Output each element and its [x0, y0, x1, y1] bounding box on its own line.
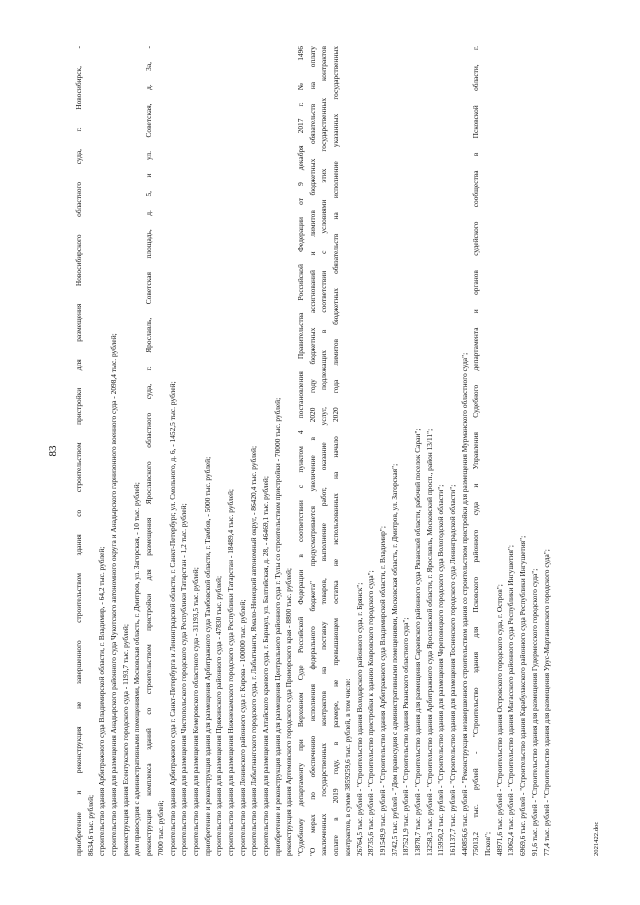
text-line: строительство здания для размещения Чистопольского городского суда Республики Татарстан - 1,2 тыс. рублей; — [179, 503, 189, 856]
text-line: 7000 тыс. рублей; — [155, 800, 165, 856]
text-line: оплате в 2019 году, в размере, не превышающем остатка не использованных на начало 2020 года лимитов бюджетных обязательств на исполнение указанных государственных — [331, 46, 341, 856]
text-line: 8634,6 тыс. рублей; — [85, 794, 95, 856]
text-line: приобретение и реконструкция здания для размещения Центрального районного суда г. Тулы со строительством пристройки - 70000 тыс. рублей; — [272, 397, 282, 856]
text-line: 13258,3 тыс. рублей - "Строительство здания Арбитражного суда Ярославской области, г. Ярославль, Московский просп., район 13/11"; — [424, 428, 434, 856]
text-line: контрактов, в сумме 3859259,6 тыс. рублей, в том числе: — [342, 678, 352, 856]
text-line: строительство здания для размещения Анадырского районного суда Чукотского автономного округа и Анадырского гарнизонного военного суда - 2098,4 тыс. рублей; — [109, 333, 119, 856]
text-line: 115950,2 тыс. рублей - "Строительство здания для размещения Череповецкого городского суда Вологодской области"; — [436, 484, 446, 856]
text-line: 440856,6 тыс. рублей - "Реконструкция незавершенного строительством здания со строительством пристройки для размещения Мурманского областного суда"; — [459, 352, 469, 856]
text-line: дом правосудия с административными помещениями, Московская область, г. Дмитров, ул. Загорская, - 10 тыс. рублей; — [132, 482, 142, 856]
text-line: приобретение и реконструкция здания для размещения Арбитражного суда Тамбовской области, г. Тамбов, - 5000 тыс. рублей; — [202, 456, 212, 856]
text-line: приобретение и реконструкция не завершенного строительством здания со строительством пристройки для размещения Новосибирского областного суда, г. Новосибирск, - — [74, 46, 83, 856]
page-number: 83 — [47, 445, 59, 457]
text-line: строительство здания Арбитражного суда г. Санкт-Петербурга и Ленинградской области, г. Санкт-Петербург, ул. Смольного, д. 6, - 1452,5 тыс. рублей; — [167, 381, 177, 856]
document-body — [73, 46, 552, 856]
text-line: строительство здания Арбитражного суда Владимирской области, г. Владимир, - 64,2 тыс. рублей; — [97, 546, 107, 856]
text-line: строительство здания для размещения Нижнекамского городского суда Республики Татарстан - 18489,4 тыс. рублей; — [225, 489, 235, 856]
text-line: строительство здания для размещения Алтайского краевого суда, г. Барнаул, ул. Балтийская, д. 28, - 46469,1 тыс. рублей; — [261, 476, 270, 856]
text-line: заключенных государственных контрактов на поставку товаров, выполнение работ, оказание услуг, подлежащих в соответствии с условиями этих государственных контрактов — [319, 46, 329, 856]
text-line: строительство здания Ленинского районного суда г. Кирова - 100000 тыс. рублей; — [237, 599, 247, 856]
text-line: "Судебному департаменту при Верховном Суде Российской Федерации в соответствии с пунктом 4 постановления Правительства Российской Федерации от 9 декабря 2017 г. № 1496 — [296, 46, 306, 856]
text-line: 6969,6 тыс. рублей - "Строительство здания Карабулакского районного суда Республики Ингушетия"; — [518, 535, 528, 856]
text-line: реконструкция здания Есентукского городского суда - 1193,7 тыс. рублей; — [120, 624, 130, 856]
text-line: 161137,7 тыс. рублей - "Строительство здания для размещения Тосненского городского суда Ленинградской области"; — [448, 484, 457, 856]
text-line: 77,4 тыс. рублей - "Строительство здания для размещения Урус-Мартановского городского суда"; — [541, 549, 551, 856]
text-line: строительство здания для размещения Пряжинского районного суда - 47830 тыс. рублей; — [214, 575, 224, 856]
text-line: 48971,6 тыс. рублей - "Строительство здания Островского городского суда, г. Остров"; — [494, 584, 504, 856]
text-line: 187521,9 тыс. рублей - "Строительство здания Рязанского областного суда"; — [401, 617, 411, 856]
text-line: 26764,5 тыс. рублей - "Строительство здания Володарского районного суда, г. Брянск"; — [354, 582, 364, 856]
text-line: 91,6 тыс. рублей - "Строительство здания для размещения Гудермесского городского суда"; — [529, 568, 539, 856]
text-line: реконструкция комплекса зданий со строительством пристройки для размещения Ярославского областного суда, г. Ярославль, Советская площадь, д. 5, и ул. Советская, д. 3а, - — [144, 46, 154, 856]
text-line: 13062,4 тыс. рублей - "Строительство здания Магасского районного суда Республики Ингушетия"; — [506, 545, 516, 856]
text-line: "О мерах по обеспечению исполнения федерального бюджета" предусматривается увеличение в 2020 году бюджетных ассигнований и лимитов бюджетных обязательств на оплату — [307, 46, 317, 856]
text-line: 13878,7 тыс. рублей - "Строительство здания для размещения Сараевского районного суда Рязанской области, рабочий поселок Сараи"; — [412, 428, 422, 856]
text-line: 3742,5 тыс. рублей - "Дом правосудия с административными помещениями, Московская область, г. Дмитров, ул. Загорская"; — [389, 463, 399, 856]
text-line: строительство здания для размещения Кемеровского областного суда - 31193,5 тыс. рублей; — [190, 567, 200, 856]
text-line: Псков"; — [483, 831, 493, 856]
text-line: строительство здания Лабытнангского городского суда, г. Лабытнанги, Ямало-Ненецкий автономный округ, - 86420,4 тыс. рублей; — [249, 445, 259, 856]
text-line: 191549,9 тыс. рублей - "Строительство здания Арбитражного суда Владимирской области, г. Владимир"; — [377, 526, 387, 856]
text-line: 75013,2 тыс. рублей - "Строительство здания для Псковского районного суда и Управления Судебного департамента и органов судейского сообщества в Псковской области, г. — [471, 46, 481, 856]
text-line: реконструкция здания Артемовского городского суда Приморского края - 8800 тыс. рублей; — [284, 568, 294, 856]
document-page — [45, 46, 605, 856]
text-line: 28735,6 тыс. рублей - "Строительство пристройки к зданию Ковровского городского суда"; — [366, 570, 376, 856]
document-file-code: 2021422.doc — [593, 821, 600, 856]
